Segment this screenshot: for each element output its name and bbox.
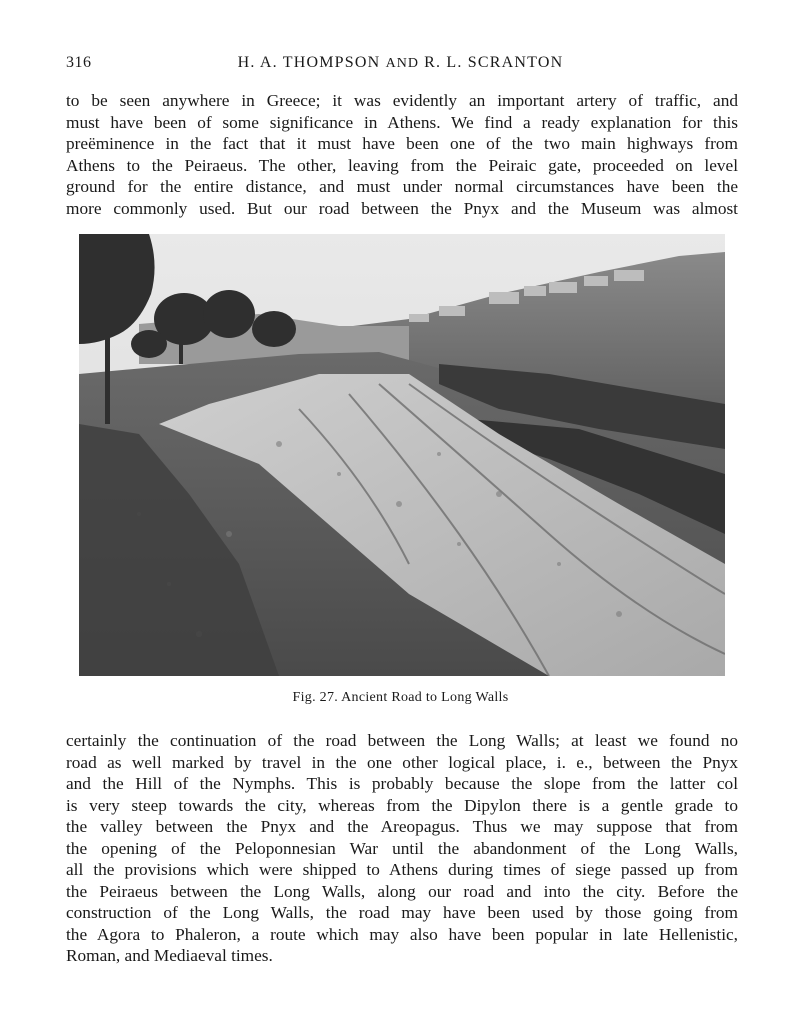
text-line: preëminence in the fact that it must have been one of the two main highways from bbox=[66, 134, 738, 153]
road-photo-illustration bbox=[79, 234, 725, 676]
author-2: R. L. SCRANTON bbox=[424, 54, 564, 71]
text-line: ground for the entire distance, and must under normal circumstances have been the bbox=[66, 177, 738, 196]
page-number: 316 bbox=[66, 54, 92, 71]
text-line: Roman, and Mediaeval times. bbox=[66, 946, 273, 965]
figure-photograph bbox=[79, 234, 725, 676]
body-paragraph-bottom bbox=[66, 730, 738, 967]
author-1: H. A. THOMPSON bbox=[237, 54, 381, 71]
text-line: certainly the continuation of the road between the Long Walls; at least we found no bbox=[66, 731, 738, 750]
text-line: the Agora to Phaleron, a route which may also have been popular in late Hellenistic, bbox=[66, 924, 738, 944]
figure-caption: Fig. 27. Ancient Road to Long Walls bbox=[292, 690, 509, 705]
text-line: the opening of the Peloponnesian War until the abandonment of the Long Walls, bbox=[66, 838, 738, 858]
text-line: all the provisions which were shipped to Athens during times of siege passed up from bbox=[66, 860, 738, 879]
text-line: construction of the Long Walls, the road may have been used by those going from bbox=[66, 903, 738, 922]
author-conjunction: AND bbox=[385, 56, 419, 71]
text-line: the valley between the Pnyx and the Areopagus. Thus we may suppose that from bbox=[66, 817, 738, 836]
text-line: Athens to the Peiraeus. The other, leaving from the Peiraic gate, proceeded on level bbox=[66, 155, 738, 175]
text-line: is very steep towards the city, whereas from the Dipylon there is a gentle grade to bbox=[66, 795, 738, 815]
running-head bbox=[0, 54, 801, 72]
text-line: road as well marked by travel in the one other logical place, i. e., between the Pnyx bbox=[66, 752, 738, 772]
text-line: the Peiraeus between the Long Walls, along our road and into the city. Before the bbox=[66, 881, 738, 901]
text-line: to be seen anywhere in Greece; it was evidently an important artery of traffic, and bbox=[66, 91, 738, 110]
text-line: must have been of some significance in Athens. We find a ready explanation for this bbox=[66, 112, 738, 132]
body-paragraph-top bbox=[66, 90, 738, 219]
text-line: more commonly used. But our road between the Pnyx and the Museum was almost bbox=[66, 198, 738, 218]
text-line: and the Hill of the Nymphs. This is probably because the slope from the latter col bbox=[66, 774, 738, 793]
